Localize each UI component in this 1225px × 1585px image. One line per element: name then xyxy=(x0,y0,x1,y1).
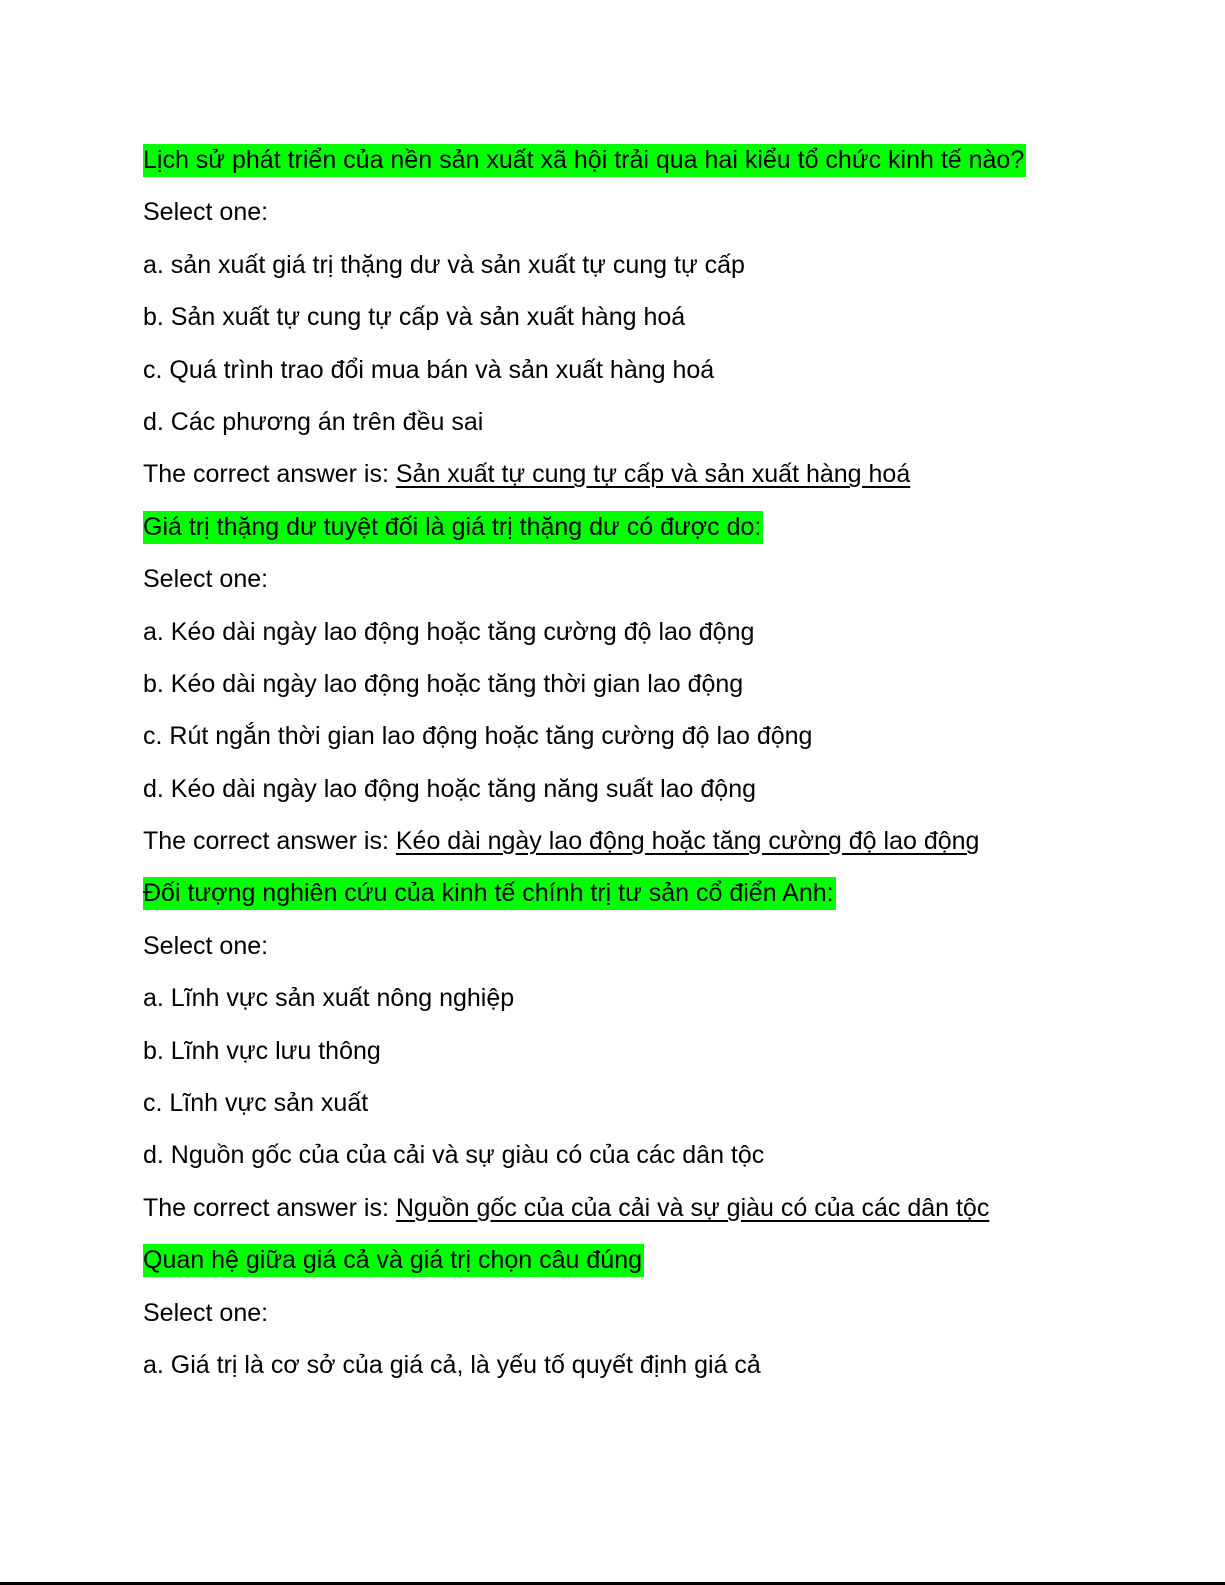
question-2-option-b: b. Kéo dài ngày lao động hoặc tăng thời gian lao động xyxy=(143,669,744,698)
quiz-content xyxy=(143,140,1143,1397)
question-2-answer: Kéo dài ngày lao động hoặc tăng cường độ lao động xyxy=(395,827,980,856)
question-1 xyxy=(143,140,1143,192)
question-2-option-d: d. Kéo dài ngày lao động hoặc tăng năng suất lao động xyxy=(143,774,757,803)
question-4-select-label: Select one: xyxy=(143,1298,269,1327)
question-2 xyxy=(143,507,1143,559)
question-2-text: Giá trị thặng dư tuyệt đối là giá trị thặng dư có được do: xyxy=(143,511,763,544)
question-4 xyxy=(143,1240,1143,1292)
question-1-option-c: c. Quá trình trao đổi mua bán và sản xuất hàng hoá xyxy=(143,355,715,384)
question-2-answer-prefix: The correct answer is: xyxy=(143,827,396,856)
question-3 xyxy=(143,873,1143,925)
question-4-text: Quan hệ giữa giá cả và giá trị chọn câu đúng xyxy=(143,1244,644,1277)
question-1-text: Lịch sử phát triển của nền sản xuất xã hội trải qua hai kiểu tổ chức kinh tế nào? xyxy=(143,144,1026,177)
question-3-option-d: d. Nguồn gốc của của cải và sự giàu có của các dân tộc xyxy=(143,1141,765,1170)
question-2-option-a: a. Kéo dài ngày lao động hoặc tăng cường độ lao động xyxy=(143,617,755,646)
question-1-answer-prefix: The correct answer is: xyxy=(143,460,396,489)
question-3-option-c: c. Lĩnh vực sản xuất xyxy=(143,1089,369,1118)
question-1-answer: Sản xuất tự cung tự cấp và sản xuất hàng hoá xyxy=(395,460,911,489)
question-1-answer-line xyxy=(143,454,1143,506)
question-3-answer-line xyxy=(143,1188,1143,1240)
question-1-option-a: a. sản xuất giá trị thặng dư và sản xuất tự cung tự cấp xyxy=(143,250,745,279)
question-3-answer: Nguồn gốc của của cải và sự giàu có của các dân tộc xyxy=(395,1193,990,1222)
question-3-option-a: a. Lĩnh vực sản xuất nông nghiệp xyxy=(143,984,515,1013)
question-3-select-label: Select one: xyxy=(143,931,269,960)
question-4-option-a: a. Giá trị là cơ sở của giá cả, là yếu tố quyết định giá cả xyxy=(143,1350,761,1379)
question-2-answer-line xyxy=(143,821,1143,873)
question-2-option-c: c. Rút ngắn thời gian lao động hoặc tăng cường độ lao động xyxy=(143,722,813,751)
question-3-option-b: b. Lĩnh vực lưu thông xyxy=(143,1036,381,1065)
question-3-text: Đối tượng nghiên cứu của kinh tế chính trị tư sản cổ điển Anh: xyxy=(143,877,836,910)
question-2-select-label: Select one: xyxy=(143,565,269,594)
question-1-option-b: b. Sản xuất tự cung tự cấp và sản xuất hàng hoá xyxy=(143,303,686,332)
question-1-option-d: d. Các phương án trên đều sai xyxy=(143,407,484,436)
question-3-answer-prefix: The correct answer is: xyxy=(143,1193,396,1222)
question-1-select-label: Select one: xyxy=(143,198,269,227)
